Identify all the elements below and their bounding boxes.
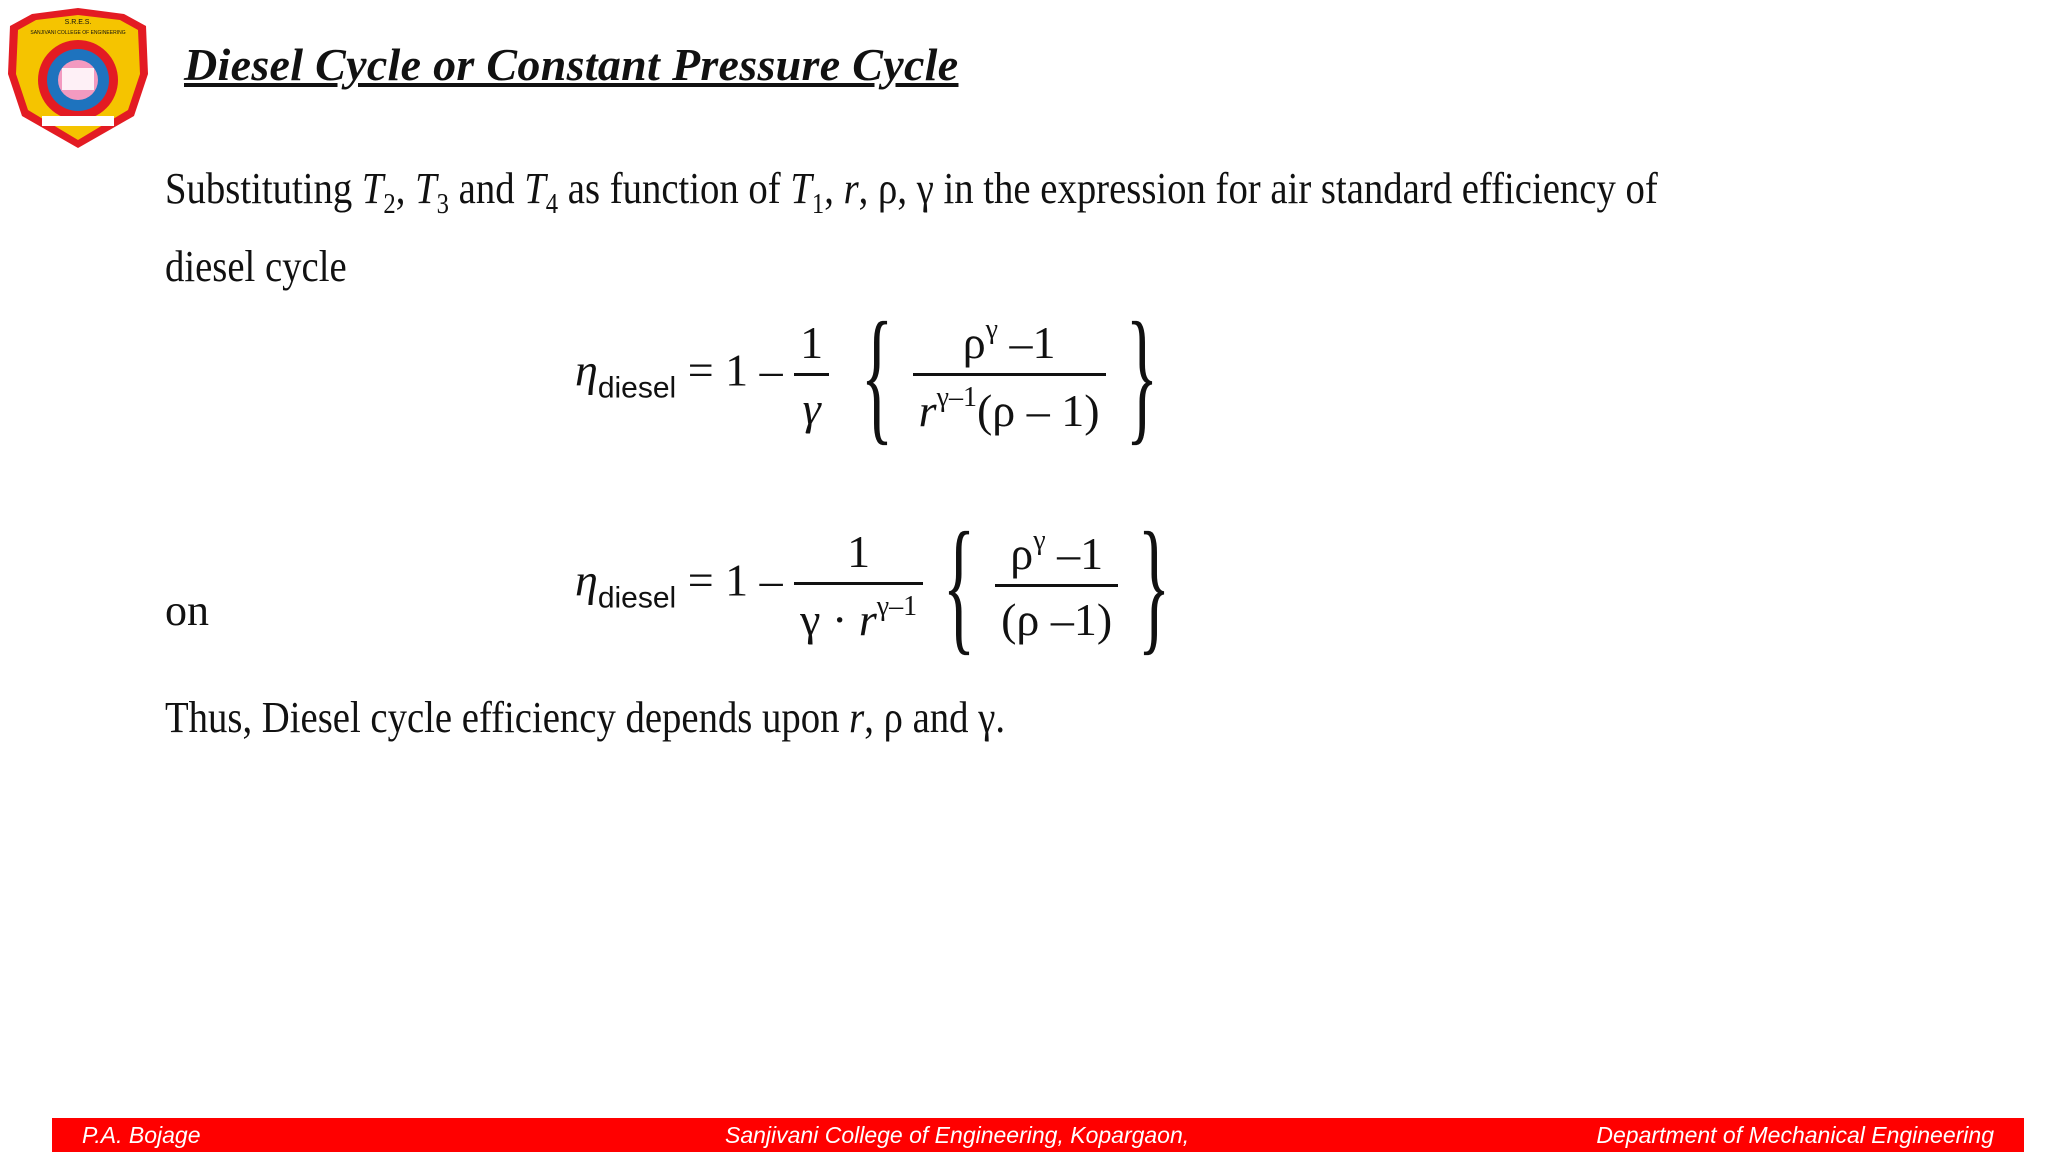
footer-department: Department of Mechanical Engineering <box>1596 1122 1994 1148</box>
fraction-one-over-gamma-r: $\frac{1}{\gamma \cdot r^{\gamma-1}}$ <box>794 525 923 646</box>
left-brace: { <box>942 502 976 668</box>
efficiency-equation-2: $\eta_{diesel} = 1$ – $\frac{1}{\gamma \cdot r^{\gamma-1}}$ { $\frac{\rho^\gamma -1}{(\rho -1)}$ } <box>575 502 1171 668</box>
svg-text:SANJIVANI COLLEGE OF ENGINEERI: SANJIVANI COLLEGE OF ENGINEERING <box>30 30 126 36</box>
intro-paragraph: Substituting $T_2$, $T_3$ and $T_4$ as function of $T_1$, r, ρ, γ in the expression for air standard efficiency of diesel cycle <box>165 164 1658 291</box>
right-brace: } <box>1138 502 1171 668</box>
fraction-one-over-gamma: $\frac{1}{\gamma}$ <box>794 316 829 435</box>
college-logo <box>2 4 154 152</box>
footer-author: P.A. Bojage <box>82 1122 201 1148</box>
on-label: on <box>165 586 209 635</box>
svg-text:S.R.E.S.: S.R.E.S. <box>64 19 92 26</box>
conclusion-text: Thus, Diesel cycle efficiency depends upon r, ρ and γ. <box>165 693 1006 742</box>
right-brace: } <box>1125 292 1158 458</box>
left-brace: { <box>860 292 893 458</box>
inner-fraction-2: $\frac{\rho^\gamma -1}{(\rho -1)}$ <box>995 525 1118 646</box>
footer-college: Sanjivani College of Engineering, Kopargaon, <box>725 1122 1190 1148</box>
gear-emblem-icon <box>8 8 148 148</box>
footer-bar <box>52 1118 2024 1152</box>
efficiency-equation-1: $\eta_{diesel} = 1$ – $\frac{1}{\gamma}$ { $\frac{\rho^\gamma -1}{r^{\gamma-1}(\rho - 1)}$ } <box>575 292 1158 458</box>
slide-title: Diesel Cycle or Constant Pressure Cycle <box>184 39 959 90</box>
inner-fraction-1: $\frac{\rho^\gamma -1}{r^{\gamma-1}(\rho - 1)}$ <box>913 314 1106 437</box>
